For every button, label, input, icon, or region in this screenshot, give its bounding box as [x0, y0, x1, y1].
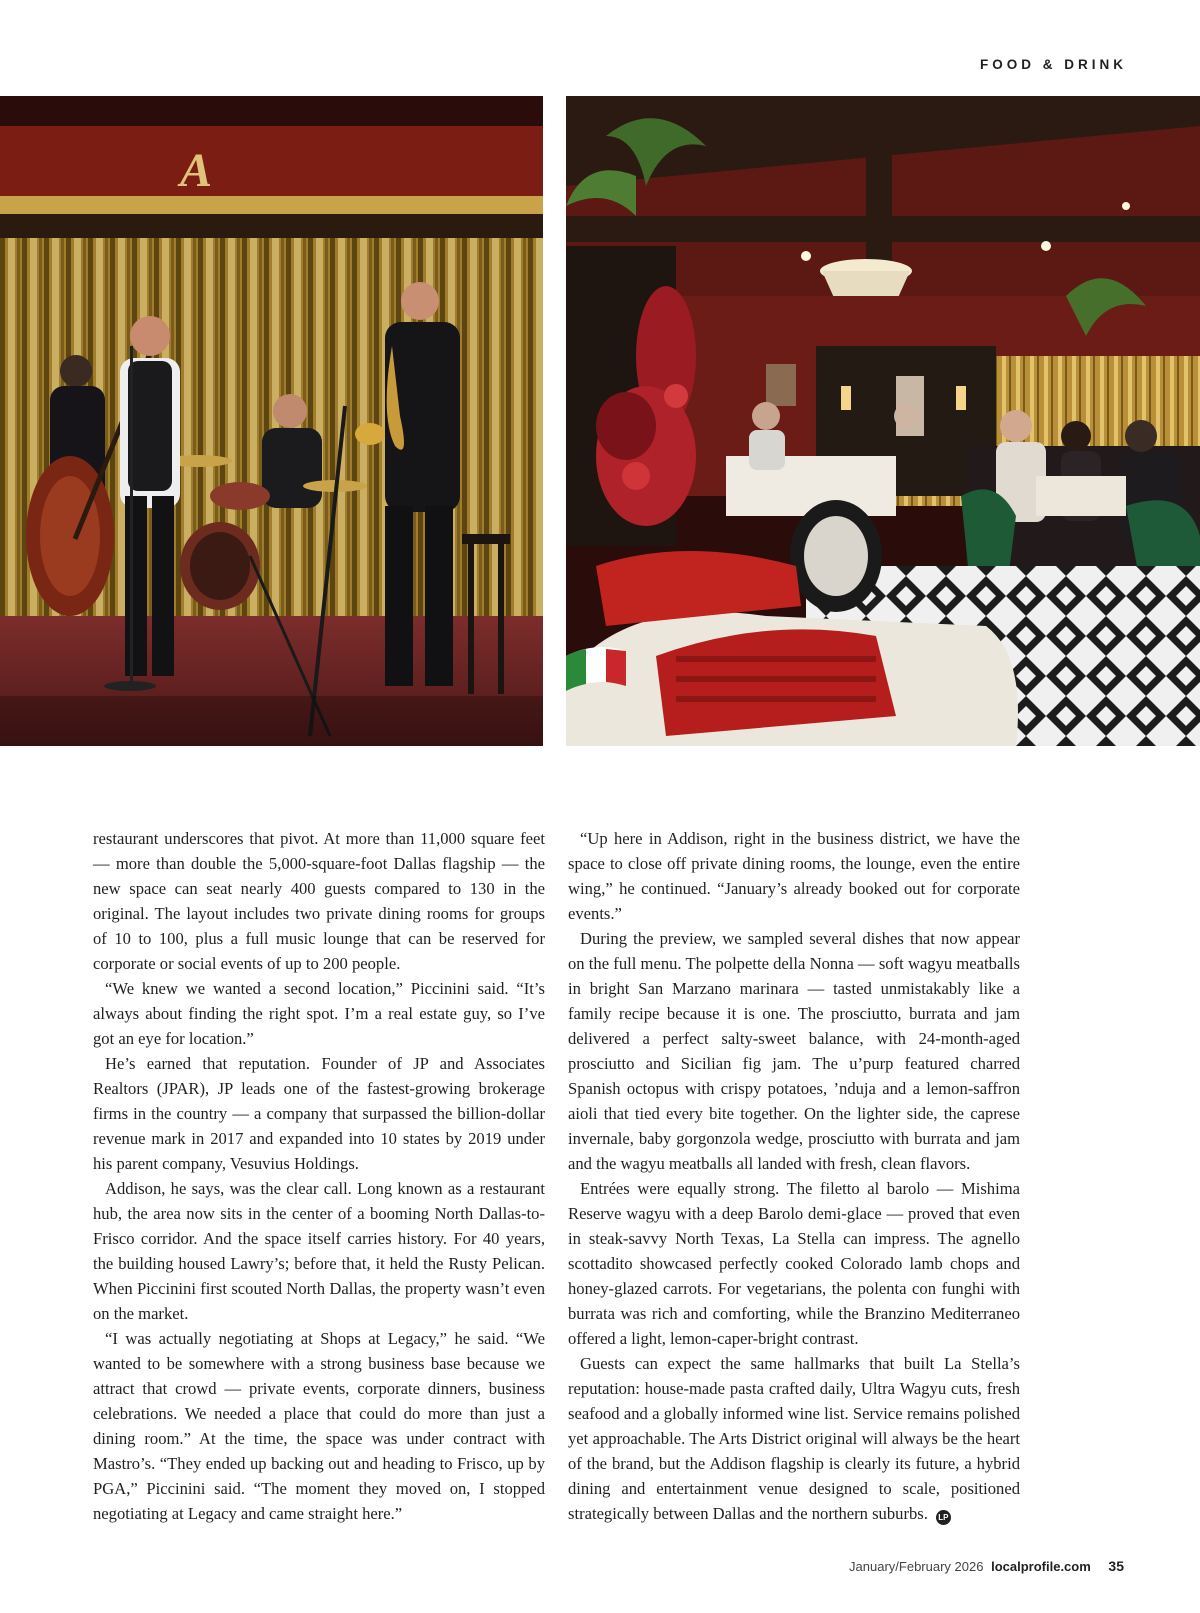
article-column-left	[93, 826, 545, 1526]
paragraph: “Up here in Addison, right in the business district, we have the space to close off private dining rooms, the lounge, even the entire wing,” he continued. “January’s already booked out for corporate events.”	[568, 829, 1020, 923]
section-label: FOOD & DRINK	[980, 57, 1127, 72]
paragraph-text: Guests can expect the same hallmarks that built La Stella’s reputation: house-made pasta crafted daily, Ultra Wagyu cuts, fresh seafood and a globally informed wine list. Service remains polished yet approachable. The Arts District original will always be the heart of the brand, but the Addison flagship is clearly its future, a hybrid dining and entertainment venue designed to scale, positioned strategically between Dallas and the northern suburbs.	[568, 1354, 1020, 1523]
band-photo	[0, 96, 543, 746]
dining-room-photo	[566, 96, 1200, 746]
svg-text:A: A	[180, 144, 213, 197]
paragraph: During the preview, we sampled several dishes that now appear on the full menu. The polpette della Nonna — soft wagyu meatballs in bright San Marzano marinara — tasted unmistakably like a family recipe because it is one. The prosciutto, burrata and jam delivered a perfect salty-sweet balance, with 24-month-aged prosciutto and Sicilian fig jam. The u’purp featured charred Spanish octopus with crispy potatoes, ’nduja and a lemon-saffron aioli that tied every bite together. On the lighter side, the caprese invernale, baby gorgonzola wedge, prosciutto with burrata and jam and the wagyu meatballs all landed with fresh, clean flavors.	[568, 929, 1020, 1173]
paragraph: “I was actually negotiating at Shops at Legacy,” he said. “We wanted to be somewhere with a strong business base because we attract that crowd — private events, corporate dinners, business celebrations. We needed a place that could do more than just a dining room.” At the time, the space was under contract with Mastro’s. “They ended up backing out and heading to Frisco, up by PGA,” Piccinini said. “The moment they moved on, I stopped negotiating at Legacy and came straight here.”	[93, 1329, 545, 1523]
issue-date: January/February 2026	[849, 1559, 984, 1574]
paragraph: He’s earned that reputation. Founder of JP and Associates Realtors (JPAR), JP leads one of the fastest-growing brokerage firms in the country — a company that surpassed the billion-dollar revenue mark in 2017 and expanded into 10 states by 2019 under his parent company, Vesuvius Holdings.	[93, 1054, 545, 1173]
paragraph: Entrées were equally strong. The filetto al barolo — Mishima Reserve wagyu with a deep Barolo demi-glace — proved that even in steak-savvy North Texas, La Stella can impress. The agnello scottadito showcased perfectly cooked Colorado lamb chops and honey-glazed carrots. For vegetarians, the polenta con funghi with burrata was rich and comforting, while the Branzino Mediterraneo offered a light, lemon-caper-bright contrast.	[568, 1179, 1020, 1348]
paragraph-final	[568, 1351, 1020, 1526]
paragraph: Addison, he says, was the clear call. Long known as a restaurant hub, the area now sits in the center of a booming North Dallas-to-Frisco corridor. And the space itself carries history. For 40 years, the building housed Lawry’s; before that, it held the Rusty Pelican. When Piccinini first scouted North Dallas, the property wasn’t even on the market.	[93, 1179, 545, 1323]
page-number: 35	[1108, 1558, 1124, 1574]
website-link[interactable]: localprofile.com	[991, 1559, 1091, 1574]
article-column-right	[568, 826, 1020, 1526]
end-mark-icon: LP	[936, 1510, 951, 1525]
paragraph: “We knew we wanted a second location,” Piccinini said. “It’s always about finding the right spot. I’m a real estate guy, so I’ve got an eye for location.”	[93, 979, 545, 1048]
page-footer	[849, 1558, 1124, 1574]
paragraph: restaurant underscores that pivot. At more than 11,000 square feet — more than double the 5,000-square-foot Dallas flagship — the new space can seat nearly 400 guests compared to 130 in the original. The layout includes two private dining rooms for groups of 10 to 100, plus a full music lounge that can be reserved for corporate or social events of up to 200 people.	[93, 829, 545, 973]
